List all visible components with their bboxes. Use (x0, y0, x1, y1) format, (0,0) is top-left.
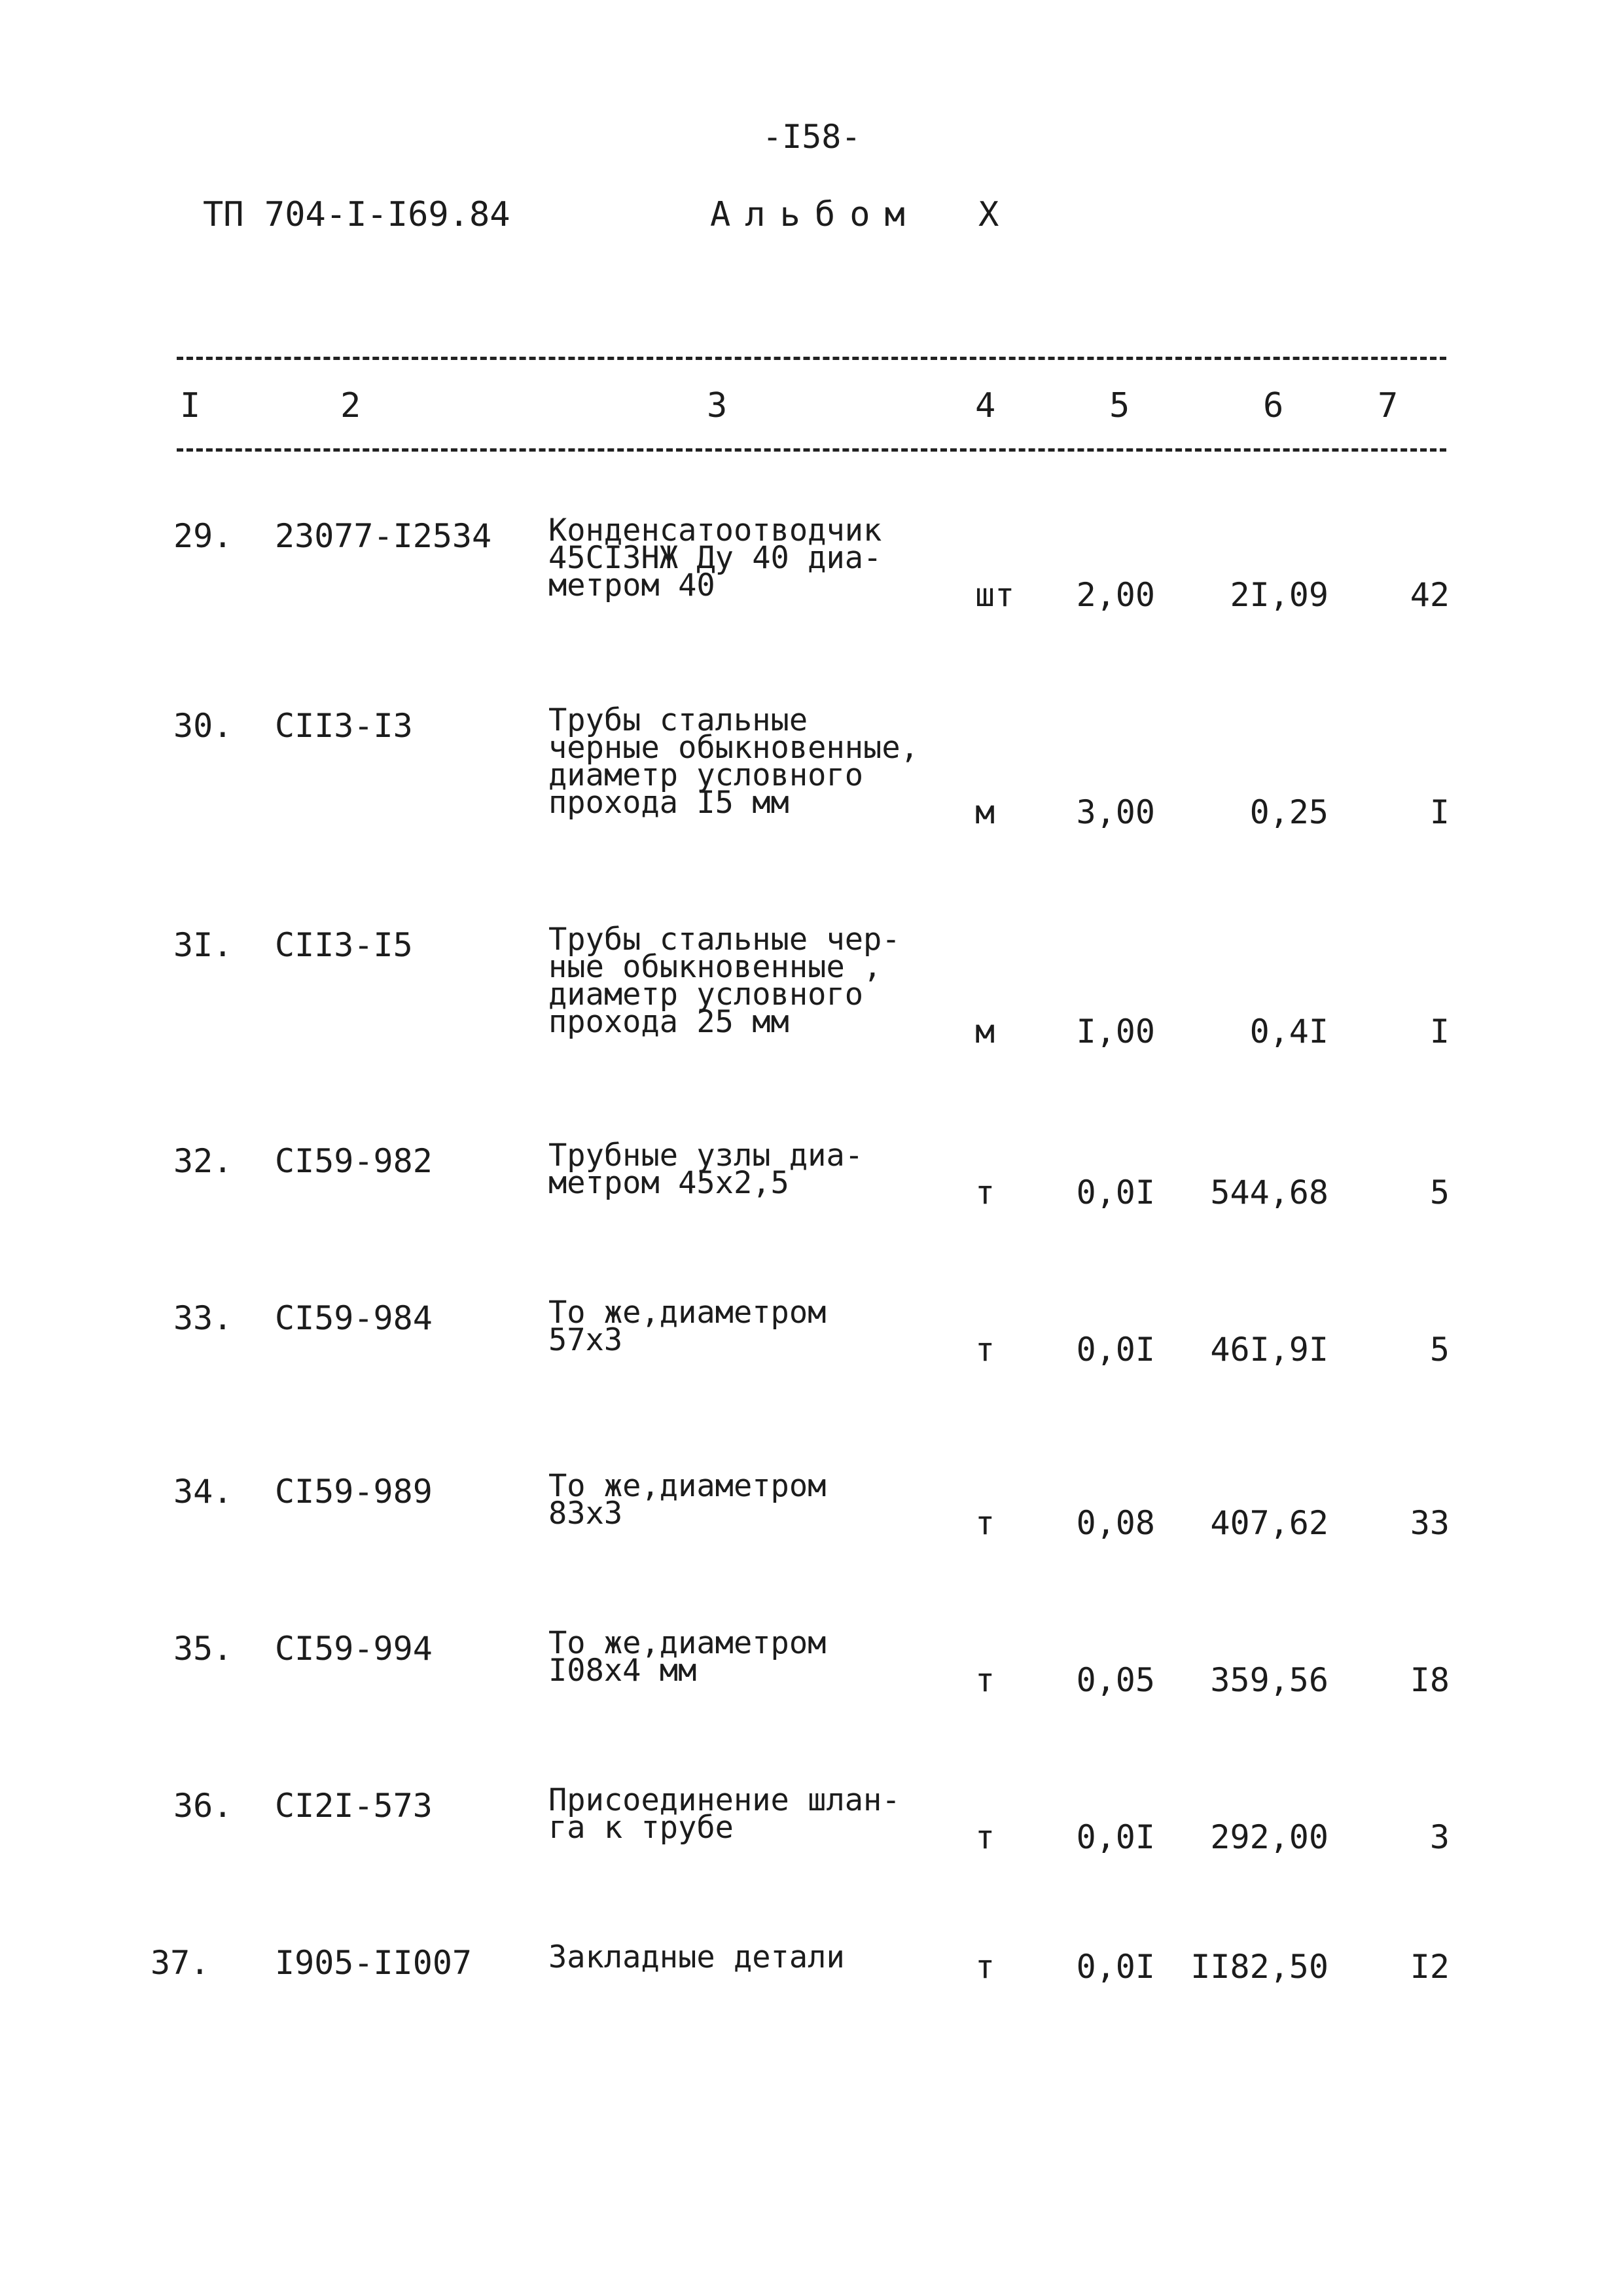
row-unit: т (975, 1174, 995, 1211)
row-unit-price: 0,25 (1249, 793, 1329, 831)
row-description: Трубы стальные чер- ные обыкновенные , диаметр условного прохода 25 мм (548, 922, 901, 1040)
row-quantity: 0,0I (1076, 1818, 1155, 1856)
row-total: I2 (1410, 1948, 1450, 1986)
row-unit-price: 544,68 (1210, 1174, 1329, 1211)
album-number: X (978, 195, 999, 234)
row-quantity: 3,00 (1076, 793, 1155, 831)
table-top-rule (177, 357, 1446, 360)
row-unit-price: 359,56 (1210, 1661, 1329, 1699)
row-description: Конденсатоотводчик 45СI3НЖ Ду 40 диа- метром 40 (548, 512, 882, 603)
row-quantity: I,00 (1076, 1013, 1155, 1050)
row-total: 33 (1410, 1504, 1450, 1542)
row-description: То же,диаметром I08х4 мм (548, 1625, 827, 1689)
header-col-1: I (180, 386, 201, 425)
row-code: СII3-I5 (275, 926, 413, 964)
row-description: То же,диаметром 57х3 (548, 1295, 827, 1358)
row-description: Трубы стальные черные обыкновенные, диаметр условного прохода I5 мм (548, 702, 919, 821)
row-number: 37. (151, 1944, 210, 1982)
row-number: 32. (173, 1142, 233, 1180)
row-unit: м (975, 1013, 995, 1050)
row-code: СI59-984 (275, 1299, 433, 1337)
row-number: 35. (173, 1630, 233, 1668)
row-quantity: 0,0I (1076, 1331, 1155, 1369)
row-number: 34. (173, 1473, 233, 1511)
row-unit: т (975, 1504, 995, 1542)
row-number: 29. (173, 517, 233, 555)
row-total: I (1429, 1013, 1450, 1050)
row-quantity: 2,00 (1076, 576, 1155, 614)
page-number: -I58- (762, 118, 861, 156)
row-quantity: 0,05 (1076, 1661, 1155, 1699)
row-unit: шт (975, 576, 1015, 614)
document-code: ТП 704-I-I69.84 (203, 195, 510, 234)
row-total: I8 (1410, 1661, 1450, 1699)
row-description: То же,диаметром 83х3 (548, 1468, 827, 1532)
row-unit-price: 292,00 (1210, 1818, 1329, 1856)
row-unit: т (975, 1818, 995, 1856)
row-quantity: 0,0I (1076, 1174, 1155, 1211)
header-col-6: 6 (1263, 386, 1284, 425)
row-number: 33. (173, 1299, 233, 1337)
album-label: Альбом (710, 195, 919, 234)
row-code: СI2I-573 (275, 1787, 433, 1825)
row-unit-price: 2I,09 (1230, 576, 1329, 614)
row-quantity: 0,0I (1076, 1948, 1155, 1986)
header-col-3: 3 (707, 386, 728, 425)
header-col-4: 4 (975, 386, 996, 425)
row-unit: т (975, 1948, 995, 1986)
row-unit: т (975, 1661, 995, 1699)
header-col-2: 2 (340, 386, 361, 425)
row-code: СII3-I3 (275, 707, 413, 745)
row-number: 3I. (173, 926, 233, 964)
row-total: 5 (1429, 1174, 1450, 1211)
row-unit-price: 407,62 (1210, 1504, 1329, 1542)
row-description: Трубные узлы диа- метром 45х2,5 (548, 1138, 864, 1201)
row-unit-price: 46I,9I (1210, 1331, 1329, 1369)
row-code: СI59-989 (275, 1473, 433, 1511)
header-col-7: 7 (1378, 386, 1399, 425)
table-header-rule (177, 448, 1446, 452)
row-description: Закладные детали (548, 1939, 845, 1975)
row-unit-price: II82,50 (1190, 1948, 1329, 1986)
row-number: 36. (173, 1787, 233, 1825)
row-total: I (1429, 793, 1450, 831)
row-code: СI59-982 (275, 1142, 433, 1180)
header-col-5: 5 (1109, 386, 1130, 425)
row-description: Присоединение шлан- га к трубе (548, 1782, 901, 1846)
row-total: 5 (1429, 1331, 1450, 1369)
row-code: I905-II007 (275, 1944, 473, 1982)
row-quantity: 0,08 (1076, 1504, 1155, 1542)
row-total: 3 (1429, 1818, 1450, 1856)
row-unit: м (975, 793, 995, 831)
row-number: 30. (173, 707, 233, 745)
row-total: 42 (1410, 576, 1450, 614)
row-unit-price: 0,4I (1249, 1013, 1329, 1050)
row-unit: т (975, 1331, 995, 1369)
row-code: СI59-994 (275, 1630, 433, 1668)
row-code: 23077-I2534 (275, 517, 492, 555)
